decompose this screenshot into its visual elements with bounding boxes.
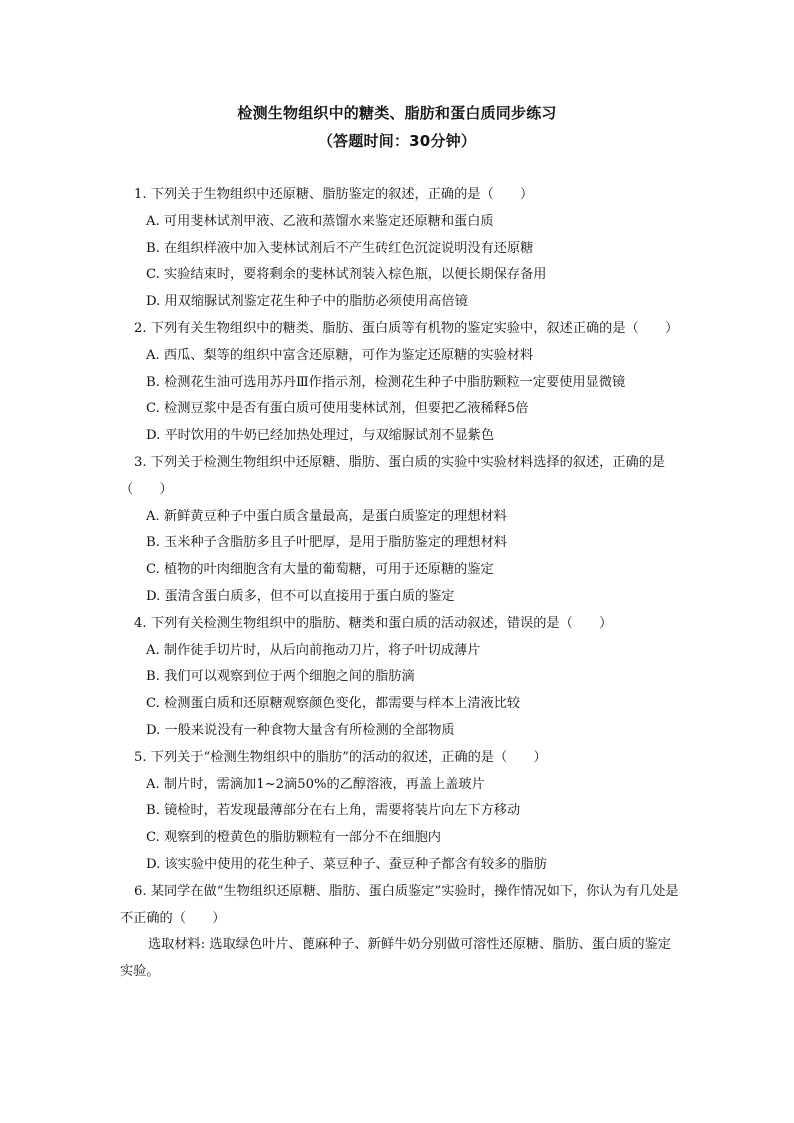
option-d: D. 一般来说没有一种食物大量含有所检测的全部物质 (146, 722, 455, 738)
question-stem: 5. 下列关于“检测生物组织中的脂肪”的活动的叙述，正确的是（ ） (134, 749, 547, 765)
option-b: B. 我们可以观察到位于两个细胞之间的脂肪滴 (146, 669, 415, 685)
question-stem: 3. 下列关于检测生物组织中还原糖、脂肪、蛋白质的实验中实验材料选择的叙述，正确的是（ ） (120, 454, 666, 497)
option-d: D. 平时饮用的牛奶已经加热处理过，与双缩脲试剂不显紫色 (146, 428, 495, 444)
option-a: A. 西瓜、梨等的组织中富含还原糖，可作为鉴定还原糖的实验材料 (146, 347, 534, 363)
option-c: C. 检测蛋白质和还原糖观察颜色变化，都需要与样本上清液比较 (146, 696, 521, 712)
option-d: D. 蛋清含蛋白质多，但不可以直接用于蛋白质的鉴定 (146, 588, 455, 604)
page-subtitle: （答题时间：30分钟） (317, 132, 477, 150)
option-d: D. 用双缩脲试剂鉴定花生种子中的脂肪必须使用高倍镜 (146, 294, 468, 310)
option-c: C. 检测豆浆中是否有蛋白质可使用斐林试剂，但要把乙液稀释5倍 (146, 401, 529, 417)
question-stem: 2. 下列有关生物组织中的糖类、脂肪、蛋白质等有机物的鉴定实验中，叙述正确的是（ ） (134, 320, 679, 336)
option-b: B. 镜检时，若发现最薄部分在右上角，需要将装片向左下方移动 (146, 803, 521, 819)
question-stem: 6. 某同学在做“生物组织还原糖、脂肪、蛋白质鉴定”实验时，操作情况如下，你认为有几处是不正确的（ ） (120, 883, 679, 926)
page-title: 检测生物组织中的糖类、脂肪和蛋白质同步练习 (237, 104, 557, 122)
question-list (120, 182, 682, 986)
question-3 (120, 450, 682, 611)
question-stem: 4. 下列有关检测生物组织中的脂肪、糖类和蛋白质的活动叙述，错误的是（ ） (134, 615, 613, 631)
option-a: A. 制作徒手切片时，从后向前拖动刀片，将子叶切成薄片 (146, 642, 481, 658)
option-a: A. 新鲜黄豆种子中蛋白质含量最高，是蛋白质鉴定的理想材料 (146, 508, 507, 524)
option-c: C. 观察到的橙黄色的脂肪颗粒有一部分不在细胞内 (146, 830, 441, 846)
option-a: A. 可用斐林试剂甲液、乙液和蒸馏水来鉴定还原糖和蛋白质 (146, 213, 494, 229)
question-5 (120, 745, 682, 879)
option-c: C. 实验结束时，要将剩余的斐林试剂装入棕色瓶，以便长期保存备用 (146, 267, 547, 283)
question-4 (120, 611, 682, 745)
option-c: C. 植物的叶肉细胞含有大量的葡萄糖，可用于还原糖的鉴定 (146, 562, 494, 578)
option-d: D. 该实验中使用的花生种子、菜豆种子、蚕豆种子都含有较多的脂肪 (146, 856, 547, 872)
materials-paragraph: 选取材料: 选取绿色叶片、蓖麻种子、新鲜牛奶分别做可溶性还原糖、脂肪、蛋白质的鉴定实验。 (120, 937, 671, 980)
question-stem: 1. 下列关于生物组织中还原糖、脂肪鉴定的叙述，正确的是（ ） (134, 187, 534, 202)
question-2 (120, 316, 682, 450)
option-a: A. 制片时，需滴加1~2滴50%的乙醇溶液，再盖上盖玻片 (146, 776, 485, 792)
question-6 (120, 879, 682, 986)
option-b: B. 玉米种子含脂肪多且子叶肥厚，是用于脂肪鉴定的理想材料 (146, 535, 507, 551)
option-b: B. 在组织样液中加入斐林试剂后不产生砖红色沉淀说明没有还原糖 (146, 240, 534, 256)
question-1 (120, 182, 682, 316)
option-b: B. 检测花生油可选用苏丹Ⅲ作指示剂，检测花生种子中脂肪颗粒一定要使用显微镜 (146, 374, 626, 390)
